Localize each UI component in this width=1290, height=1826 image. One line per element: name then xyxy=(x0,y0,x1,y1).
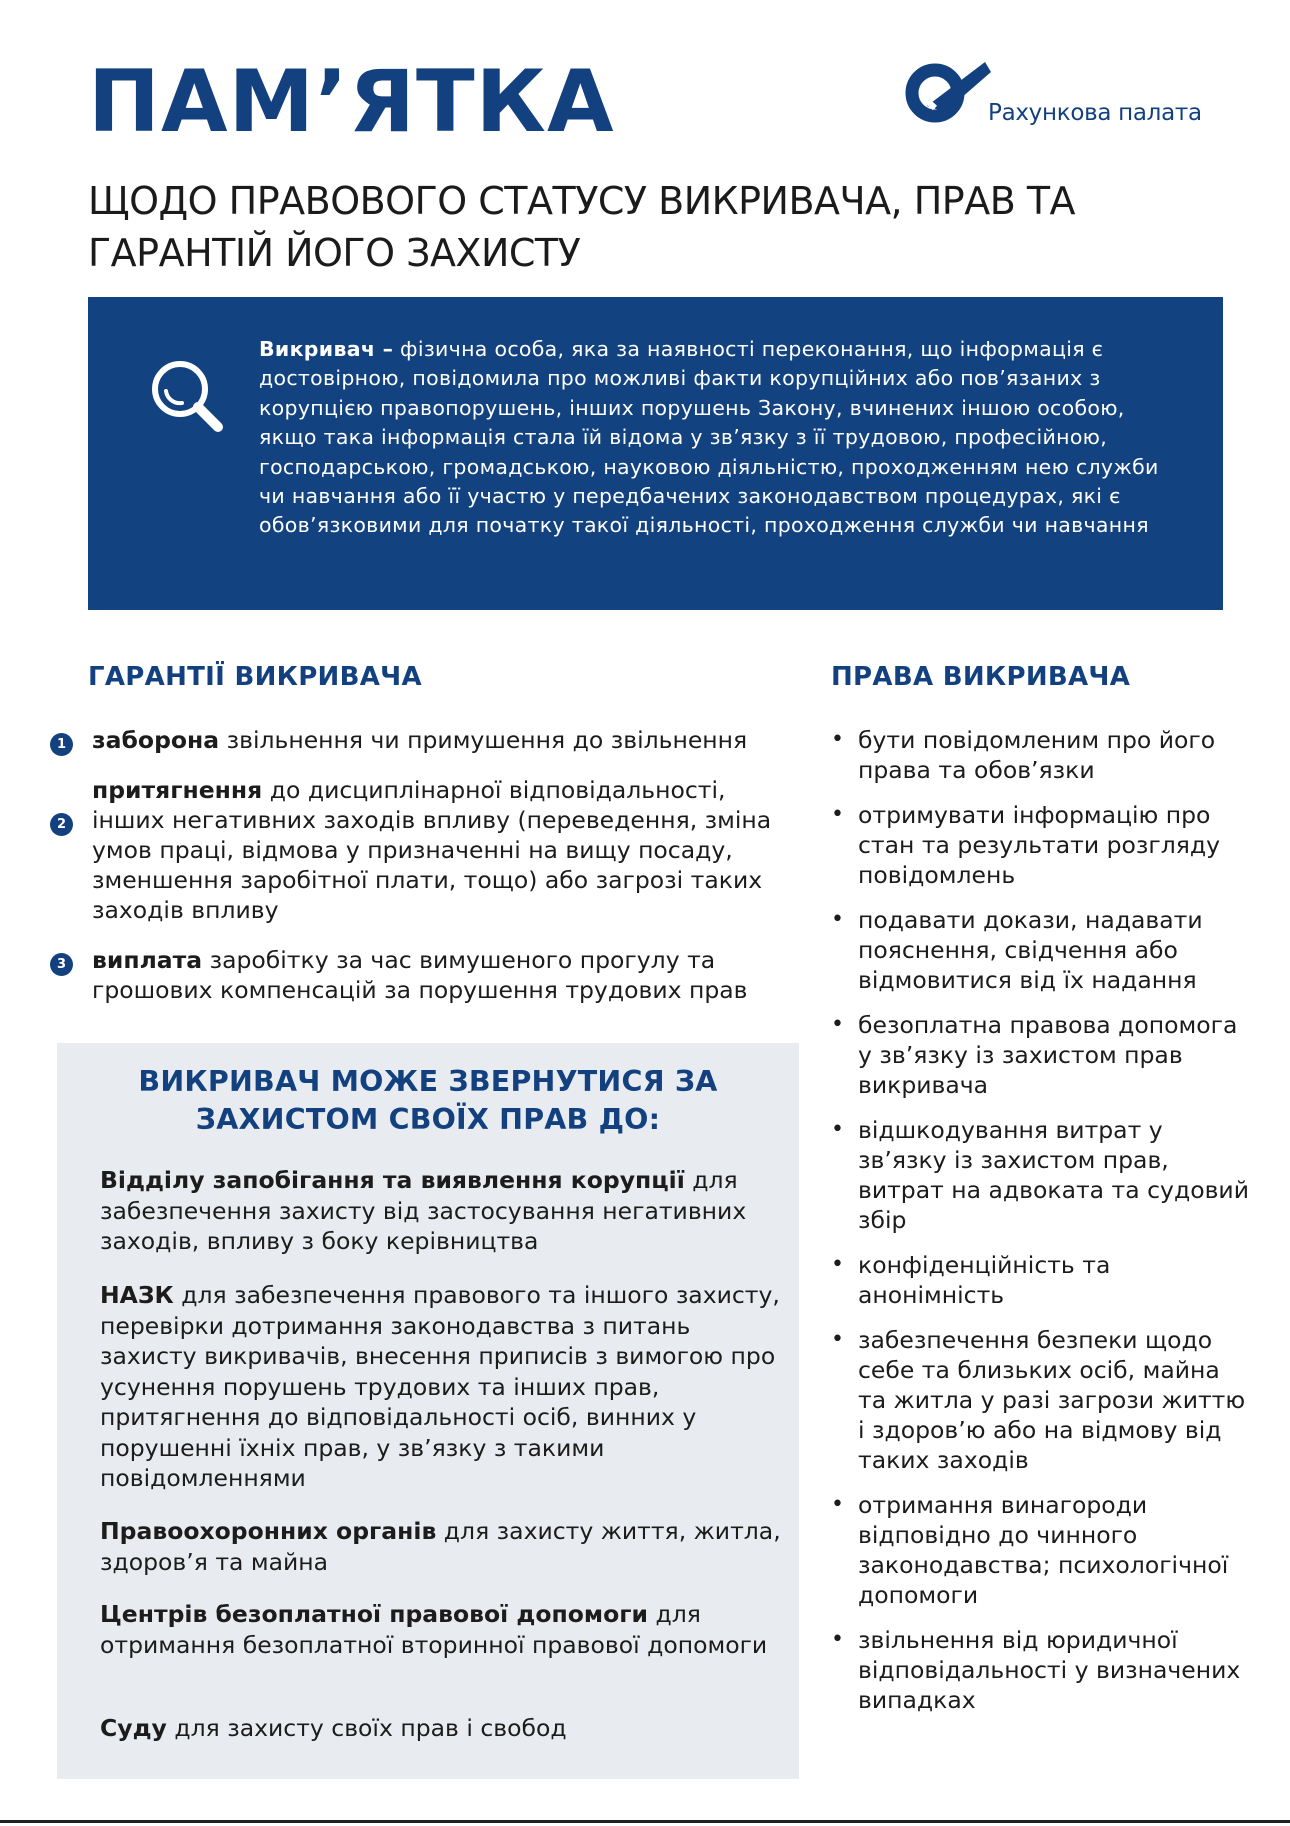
bullet-icon: • xyxy=(831,1327,844,1352)
guarantee-text: звільнення чи примушення до звільнення xyxy=(219,726,748,754)
rights-item-text: конфіденційність та анонімність xyxy=(858,1251,1111,1309)
guarantees-heading: ГАРАНТІЇ ВИКРИВАЧА xyxy=(88,662,422,692)
rights-list xyxy=(831,725,1251,1730)
bottom-divider xyxy=(0,1820,1290,1823)
bullet-icon: • xyxy=(831,1627,844,1652)
contact-item xyxy=(100,1280,790,1494)
contacts-panel xyxy=(57,1043,799,1779)
contact-text: для захисту життя, житла, здоров’я та майна xyxy=(100,1517,781,1576)
page-subtitle: ЩОДО ПРАВОВОГО СТАТУСУ ВИКРИВАЧА, ПРАВ ТА ГАРАНТІЙ ЙОГО ЗАХИСТУ xyxy=(88,179,1076,275)
contact-text: для забезпечення правового та іншого захисту, перевірки дотримання законодавства з питань захисту викривачів, внесення приписів з вимогою про усунення порушень трудових та інших прав, притягнення до відповідальності осіб, винних у порушенні їхніх прав, у зв’язку з такими повідомленнями xyxy=(100,1281,780,1492)
definition-term: Викривач – xyxy=(259,337,394,361)
rights-item-text: звільнення від юридичної відповідальності у визначених випадках xyxy=(858,1626,1241,1714)
rights-item-text: подавати докази, надавати пояснення, свідчення або відмовитися від їх надання xyxy=(858,906,1203,994)
contact-text: для отримання безоплатної вторинної правової допомоги xyxy=(100,1600,768,1659)
number-badge: 1 xyxy=(50,733,73,756)
rights-item xyxy=(831,1325,1251,1475)
contact-item xyxy=(100,1599,790,1660)
rights-item xyxy=(831,1115,1251,1235)
number-badge: 2 xyxy=(50,813,73,836)
definition-text xyxy=(259,335,1179,541)
rights-item xyxy=(831,1490,1251,1610)
rights-item xyxy=(831,1625,1251,1715)
guarantee-lead: притягнення xyxy=(92,776,263,804)
rights-item-text: отримувати інформацію про стан та результати розгляду повідомлень xyxy=(858,801,1221,889)
rights-item-text: безоплатна правова допомога у зв’язку із захистом прав викривача xyxy=(858,1011,1238,1099)
guarantee-lead: заборона xyxy=(92,726,220,754)
rights-item xyxy=(831,725,1251,785)
rights-item xyxy=(831,1250,1251,1310)
guarantee-item xyxy=(56,775,782,925)
search-icon xyxy=(148,357,228,437)
accounting-chamber-logo xyxy=(905,60,1225,140)
contact-text: для захисту своїх прав і свобод xyxy=(166,1714,567,1742)
rights-item-text: отримання винагороди відповідно до чинного законодавства; психологічної допомоги xyxy=(858,1491,1229,1609)
number-badge: 3 xyxy=(50,953,73,976)
rights-item-text: бути повідомленим про його права та обов’язки xyxy=(858,726,1216,784)
rights-item xyxy=(831,800,1251,890)
contact-lead: Відділу запобігання та виявлення корупції xyxy=(100,1166,685,1194)
contact-lead: НАЗК xyxy=(100,1281,174,1309)
contact-item xyxy=(100,1713,790,1744)
bullet-icon: • xyxy=(831,1012,844,1037)
guarantee-item xyxy=(56,725,792,755)
contact-item xyxy=(100,1516,790,1577)
logo-emblem-icon xyxy=(905,60,995,130)
rights-item-text: відшкодування витрат у зв’язку із захистом прав, витрат на адвоката та судовий збір xyxy=(858,1116,1249,1234)
page-title: ПАМ’ЯТКА xyxy=(88,52,615,152)
bullet-icon: • xyxy=(831,907,844,932)
bullet-icon: • xyxy=(831,1252,844,1277)
logo-text: Рахункова палата xyxy=(988,100,1202,126)
contact-lead: Суду xyxy=(100,1714,167,1742)
rights-item xyxy=(831,1010,1251,1100)
guarantee-text: до дисциплінарної відповідальності, інших негативних заходів впливу (переведення, зміна умов праці, відмова у призначенні на вищу посаду, зменшення заробітної плати, тощо) або загрозі таких заходів впливу xyxy=(92,776,772,924)
rights-item-text: забезпечення безпеки щодо себе та близьких осіб, майна та житла у разі загрози життю і здоров’ю або на відмову від таких заходів xyxy=(858,1326,1246,1474)
rights-heading: ПРАВА ВИКРИВАЧА xyxy=(831,662,1131,692)
bullet-icon: • xyxy=(831,1117,844,1142)
contact-lead: Правоохоронних органів xyxy=(100,1517,437,1545)
guarantee-lead: виплата xyxy=(92,946,203,974)
guarantee-text: заробітку за час вимушеного прогулу та грошових компенсацій за порушення трудових прав xyxy=(92,946,748,1004)
contact-lead: Центрів безоплатної правової допомоги xyxy=(100,1600,649,1628)
bullet-icon: • xyxy=(831,727,844,752)
guarantee-item xyxy=(56,945,792,1005)
bullet-icon: • xyxy=(831,1492,844,1517)
bullet-icon: • xyxy=(831,802,844,827)
definition-box xyxy=(88,297,1223,610)
definition-body: фізична особа, яка за наявності переконання, що інформація є достовірною, повідомила про можливі факти корупційних або пов’язаних з корупцією правопорушень, інших порушень Закону, вчинених іншою особою, якщо така інформація стала їй відома у зв’язку з її трудовою, професійною, господарською, громадською, науковою діяльністю, проходженням нею служби чи навчання або її участю у передбачених законодавством процедурах, які є обов’язковими для початку такої діяльності, проходження служби чи навчання xyxy=(259,337,1159,538)
contacts-heading: ВИКРИВАЧ МОЖЕ ЗВЕРНУТИСЯ ЗА ЗАХИСТОМ СВОЇХ ПРАВ ДО: xyxy=(138,1065,718,1136)
contact-item xyxy=(100,1165,790,1257)
contact-text: для забезпечення захисту від застосування негативних заходів, впливу з боку керівництва xyxy=(100,1166,747,1255)
rights-item xyxy=(831,905,1251,995)
